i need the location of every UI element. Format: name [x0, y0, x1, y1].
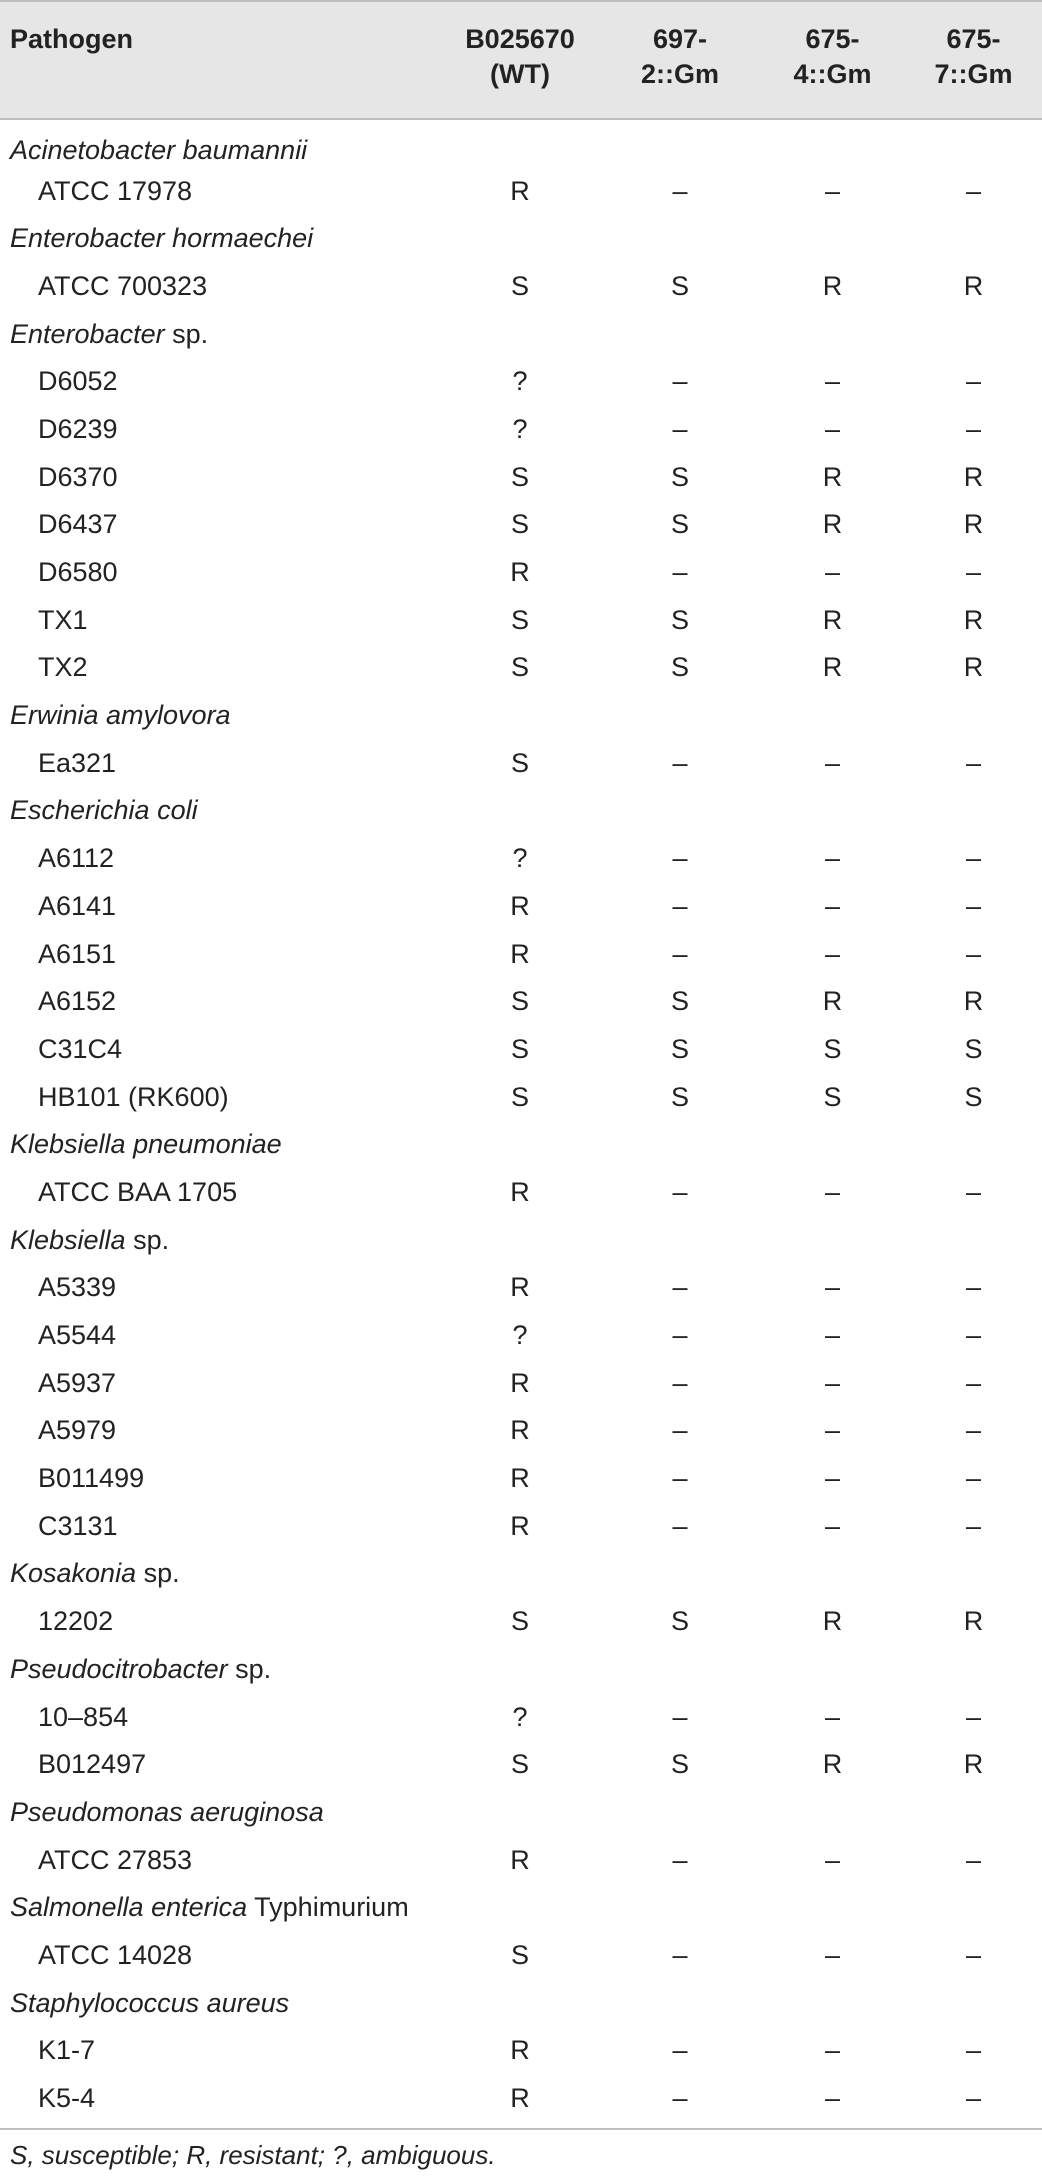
species-name	[0, 787, 1042, 835]
result-cell: R	[510, 1463, 530, 1494]
strain-name: D6052	[38, 366, 118, 397]
result-cell: S	[670, 604, 689, 635]
result-cell: R	[822, 652, 843, 683]
result-cell: S	[670, 270, 689, 301]
species-italic: Pseudomonas aeruginosa	[10, 1796, 324, 1827]
strain-name: ATCC 17978	[38, 175, 193, 206]
result-cell: S	[670, 652, 689, 683]
result-cell: –	[965, 747, 982, 778]
species-italic: Enterobacter	[10, 318, 165, 349]
result-cell: R	[822, 461, 843, 492]
result-cell: S	[964, 1033, 983, 1064]
result-cell: R	[963, 604, 984, 635]
result-cell: –	[672, 1415, 688, 1446]
result-cell: –	[824, 2035, 841, 2066]
species-row	[0, 1216, 1042, 1264]
species-row	[0, 787, 1042, 835]
result-cell: S	[510, 652, 529, 683]
table-row	[0, 1359, 1042, 1407]
table-row	[0, 1502, 1042, 1550]
strain-name: 12202	[38, 1606, 114, 1637]
species-suffix: sp.	[164, 318, 209, 349]
table-row	[0, 1931, 1042, 1979]
result-cell: R	[510, 1272, 530, 1303]
table-row	[0, 1264, 1042, 1312]
result-cell: S	[670, 1749, 689, 1780]
result-cell: –	[672, 843, 688, 874]
result-cell: S	[510, 1606, 529, 1637]
strain-name: D6437	[38, 509, 118, 540]
result-cell: R	[963, 1749, 984, 1780]
result-cell: –	[672, 747, 688, 778]
strain-name: ATCC 700323	[38, 270, 208, 301]
species-italic: Staphylococcus aureus	[10, 1987, 290, 2018]
result-cell: –	[965, 1272, 982, 1303]
table-row	[0, 167, 1042, 215]
strain-name: ATCC BAA 1705	[38, 1176, 238, 1207]
species-italic: Enterobacter hormaechei	[10, 223, 314, 254]
result-cell: –	[824, 1939, 841, 1970]
species-row	[0, 1788, 1042, 1836]
result-cell: –	[824, 938, 841, 969]
strain-name: C3131	[38, 1510, 118, 1541]
strain-name: A5937	[38, 1367, 117, 1398]
result-cell: –	[824, 413, 841, 444]
species-row	[0, 1550, 1042, 1598]
table-row	[0, 1836, 1042, 1884]
result-cell: –	[824, 366, 841, 397]
strain-name: K5-4	[38, 2083, 96, 2114]
header-wt	[440, 1, 600, 119]
result-cell: –	[965, 175, 982, 206]
result-cell: –	[672, 557, 688, 588]
table-header-row	[0, 1, 1042, 119]
result-cell: –	[672, 890, 688, 921]
result-cell: –	[672, 1701, 688, 1732]
result-cell: R	[510, 2083, 530, 2114]
result-cell: –	[965, 1463, 982, 1494]
result-cell: –	[824, 1701, 841, 1732]
result-cell: R	[510, 1367, 530, 1398]
species-italic: Erwinia amylovora	[10, 700, 231, 731]
result-cell: ?	[512, 1701, 528, 1732]
species-row	[0, 119, 1042, 167]
header-697-2	[600, 1, 760, 119]
table-row	[0, 930, 1042, 978]
result-cell: –	[672, 1510, 688, 1541]
result-cell: –	[965, 1367, 982, 1398]
table-row	[0, 2074, 1042, 2122]
strain-name: 10–854	[38, 1701, 129, 1732]
species-name	[0, 119, 1042, 167]
strain-name: A6152	[38, 986, 117, 1017]
result-cell: –	[824, 1176, 841, 1207]
header-675-7	[905, 1, 1042, 119]
result-cell: S	[670, 1033, 689, 1064]
result-cell: –	[824, 1415, 841, 1446]
result-cell: S	[510, 604, 529, 635]
table-body	[0, 119, 1042, 2122]
species-italic: Escherichia coli	[10, 795, 198, 826]
strain-name: K1-7	[38, 2035, 96, 2066]
table-row	[0, 882, 1042, 930]
strain-name: ATCC 27853	[38, 1844, 193, 1875]
result-cell: –	[824, 2083, 841, 2114]
result-cell: S	[510, 509, 529, 540]
header-675-7-line1: 675-	[946, 24, 1001, 54]
result-cell: ?	[512, 1320, 528, 1351]
species-name	[0, 691, 1042, 739]
result-cell: R	[963, 461, 984, 492]
species-italic: Klebsiella	[10, 1224, 126, 1255]
result-cell: –	[965, 1701, 982, 1732]
result-cell: R	[963, 652, 984, 683]
table-row	[0, 1025, 1042, 1073]
result-cell: R	[510, 938, 530, 969]
result-cell: –	[672, 1463, 688, 1494]
strain-name: D6239	[38, 413, 118, 444]
table-row	[0, 453, 1042, 501]
result-cell: S	[823, 1081, 842, 1112]
header-697-2-line2: 2::Gm	[640, 59, 719, 89]
species-row	[0, 310, 1042, 358]
result-cell: S	[510, 1749, 529, 1780]
species-name	[0, 310, 1042, 358]
header-675-4-line1: 675-	[805, 24, 860, 54]
header-pathogen: Pathogen	[10, 24, 134, 54]
result-cell: –	[672, 175, 688, 206]
species-suffix: sp.	[136, 1558, 180, 1589]
table-footnote: S, susceptible; R, resistant; ?, ambiguous.	[10, 2140, 496, 2170]
result-cell: R	[822, 986, 843, 1017]
result-cell: ?	[512, 843, 528, 874]
strain-name: TX2	[38, 652, 88, 683]
result-cell: S	[670, 461, 689, 492]
species-name	[0, 1979, 1042, 2027]
result-cell: –	[965, 1844, 982, 1875]
strain-name: D6580	[38, 557, 118, 588]
table-row	[0, 1693, 1042, 1741]
strain-name: A5339	[38, 1272, 117, 1303]
result-cell: –	[824, 1463, 841, 1494]
table-row	[0, 262, 1042, 310]
result-cell: R	[510, 890, 530, 921]
result-cell: R	[963, 1606, 984, 1637]
header-675-4	[760, 1, 905, 119]
result-cell: –	[672, 938, 688, 969]
result-cell: R	[510, 1415, 530, 1446]
result-cell: –	[824, 175, 841, 206]
result-cell: S	[510, 270, 529, 301]
table-row	[0, 834, 1042, 882]
strain-name: A5979	[38, 1415, 117, 1446]
result-cell: –	[672, 2035, 688, 2066]
header-675-7-line2: 7::Gm	[934, 59, 1013, 89]
result-cell: –	[824, 557, 841, 588]
species-row	[0, 1645, 1042, 1693]
species-row	[0, 214, 1042, 262]
result-cell: –	[965, 366, 982, 397]
result-cell: ?	[512, 413, 528, 444]
strain-name: C31C4	[38, 1033, 123, 1064]
strain-name: TX1	[38, 604, 88, 635]
species-name	[0, 1120, 1042, 1168]
result-cell: S	[823, 1033, 842, 1064]
result-cell: –	[965, 843, 982, 874]
result-cell: –	[672, 1367, 688, 1398]
species-row	[0, 1979, 1042, 2027]
result-cell: R	[822, 604, 843, 635]
result-cell: –	[672, 1320, 688, 1351]
header-675-4-line2: 4::Gm	[793, 59, 872, 89]
result-cell: –	[965, 1415, 982, 1446]
result-cell: R	[510, 1844, 530, 1875]
result-cell: –	[965, 1176, 982, 1207]
table-row	[0, 977, 1042, 1025]
result-cell: –	[672, 1176, 688, 1207]
result-cell: –	[824, 890, 841, 921]
species-name	[0, 1645, 1042, 1693]
table-row	[0, 357, 1042, 405]
result-cell: S	[510, 747, 529, 778]
result-cell: –	[824, 747, 841, 778]
result-cell: –	[672, 1272, 688, 1303]
strain-name: HB101 (RK600)	[38, 1081, 229, 1112]
result-cell: ?	[512, 366, 528, 397]
species-name	[0, 1788, 1042, 1836]
result-cell: R	[963, 986, 984, 1017]
result-cell: –	[824, 1510, 841, 1541]
strain-name: A6151	[38, 938, 117, 969]
species-name	[0, 214, 1042, 262]
result-cell: –	[672, 413, 688, 444]
result-cell: R	[510, 1510, 530, 1541]
result-cell: S	[670, 1081, 689, 1112]
result-cell: –	[824, 1844, 841, 1875]
result-cell: –	[965, 1320, 982, 1351]
result-cell: S	[510, 1033, 529, 1064]
species-row	[0, 1883, 1042, 1931]
table-row	[0, 644, 1042, 692]
table-row	[0, 1073, 1042, 1121]
result-cell: S	[510, 1081, 529, 1112]
result-cell: S	[670, 1606, 689, 1637]
strain-name: B011499	[38, 1463, 145, 1494]
table-row	[0, 1597, 1042, 1645]
species-italic: Acinetobacter baumannii	[10, 135, 308, 166]
result-cell: R	[510, 1176, 530, 1207]
table-row	[0, 1311, 1042, 1359]
species-name	[0, 1883, 1042, 1931]
result-cell: –	[672, 1939, 688, 1970]
species-suffix: sp.	[227, 1653, 272, 1684]
species-italic: Kosakonia	[10, 1558, 137, 1589]
result-cell: R	[510, 557, 530, 588]
result-cell: –	[672, 1844, 688, 1875]
result-cell: –	[672, 2083, 688, 2114]
result-cell: R	[963, 509, 984, 540]
species-italic: Salmonella enterica	[10, 1892, 248, 1923]
strain-name: ATCC 14028	[38, 1939, 193, 1970]
result-cell: R	[822, 270, 843, 301]
result-cell: –	[672, 366, 688, 397]
result-cell: R	[822, 1606, 843, 1637]
result-cell: S	[510, 986, 529, 1017]
result-cell: –	[965, 890, 982, 921]
result-cell: –	[824, 843, 841, 874]
strain-name: B012497	[38, 1749, 147, 1780]
table-row	[0, 596, 1042, 644]
species-suffix: Typhimurium	[247, 1892, 409, 1923]
result-cell: –	[824, 1367, 841, 1398]
result-cell: R	[963, 270, 984, 301]
result-cell: –	[965, 413, 982, 444]
header-wt-line1: B025670	[465, 24, 575, 54]
result-cell: –	[965, 938, 982, 969]
strain-name: A5544	[38, 1320, 117, 1351]
result-cell: –	[965, 2083, 982, 2114]
result-cell: –	[824, 1272, 841, 1303]
table-row	[0, 1407, 1042, 1455]
result-cell: R	[510, 2035, 530, 2066]
result-cell: S	[510, 1939, 529, 1970]
table-row	[0, 501, 1042, 549]
strain-name: D6370	[38, 461, 118, 492]
table-row	[0, 2027, 1042, 2075]
result-cell: –	[965, 1510, 982, 1541]
strain-name: Ea321	[38, 747, 117, 778]
result-cell: –	[965, 1939, 982, 1970]
header-wt-line2: (WT)	[490, 59, 550, 89]
table-row	[0, 1454, 1042, 1502]
result-cell: S	[964, 1081, 983, 1112]
strain-name: A6141	[38, 890, 117, 921]
result-cell: –	[965, 2035, 982, 2066]
result-cell: –	[824, 1320, 841, 1351]
table-row	[0, 548, 1042, 596]
species-italic: Pseudocitrobacter	[10, 1653, 228, 1684]
table-row	[0, 405, 1042, 453]
species-suffix: sp.	[125, 1224, 170, 1255]
table-row	[0, 1740, 1042, 1788]
header-697-2-line1: 697-	[652, 24, 708, 54]
result-cell: S	[510, 461, 529, 492]
strain-name: A6112	[38, 843, 115, 874]
species-name	[0, 1216, 1042, 1264]
table-row	[0, 1168, 1042, 1216]
species-italic: Klebsiella pneumoniae	[10, 1129, 282, 1160]
species-name	[0, 1550, 1042, 1598]
result-cell: R	[510, 175, 530, 206]
result-cell: R	[822, 1749, 843, 1780]
species-row	[0, 1120, 1042, 1168]
table-row	[0, 739, 1042, 787]
result-cell: S	[670, 986, 689, 1017]
species-row	[0, 691, 1042, 739]
result-cell: R	[822, 509, 843, 540]
footnote-divider	[0, 2128, 1042, 2130]
result-cell: S	[670, 509, 689, 540]
result-cell: –	[965, 557, 982, 588]
